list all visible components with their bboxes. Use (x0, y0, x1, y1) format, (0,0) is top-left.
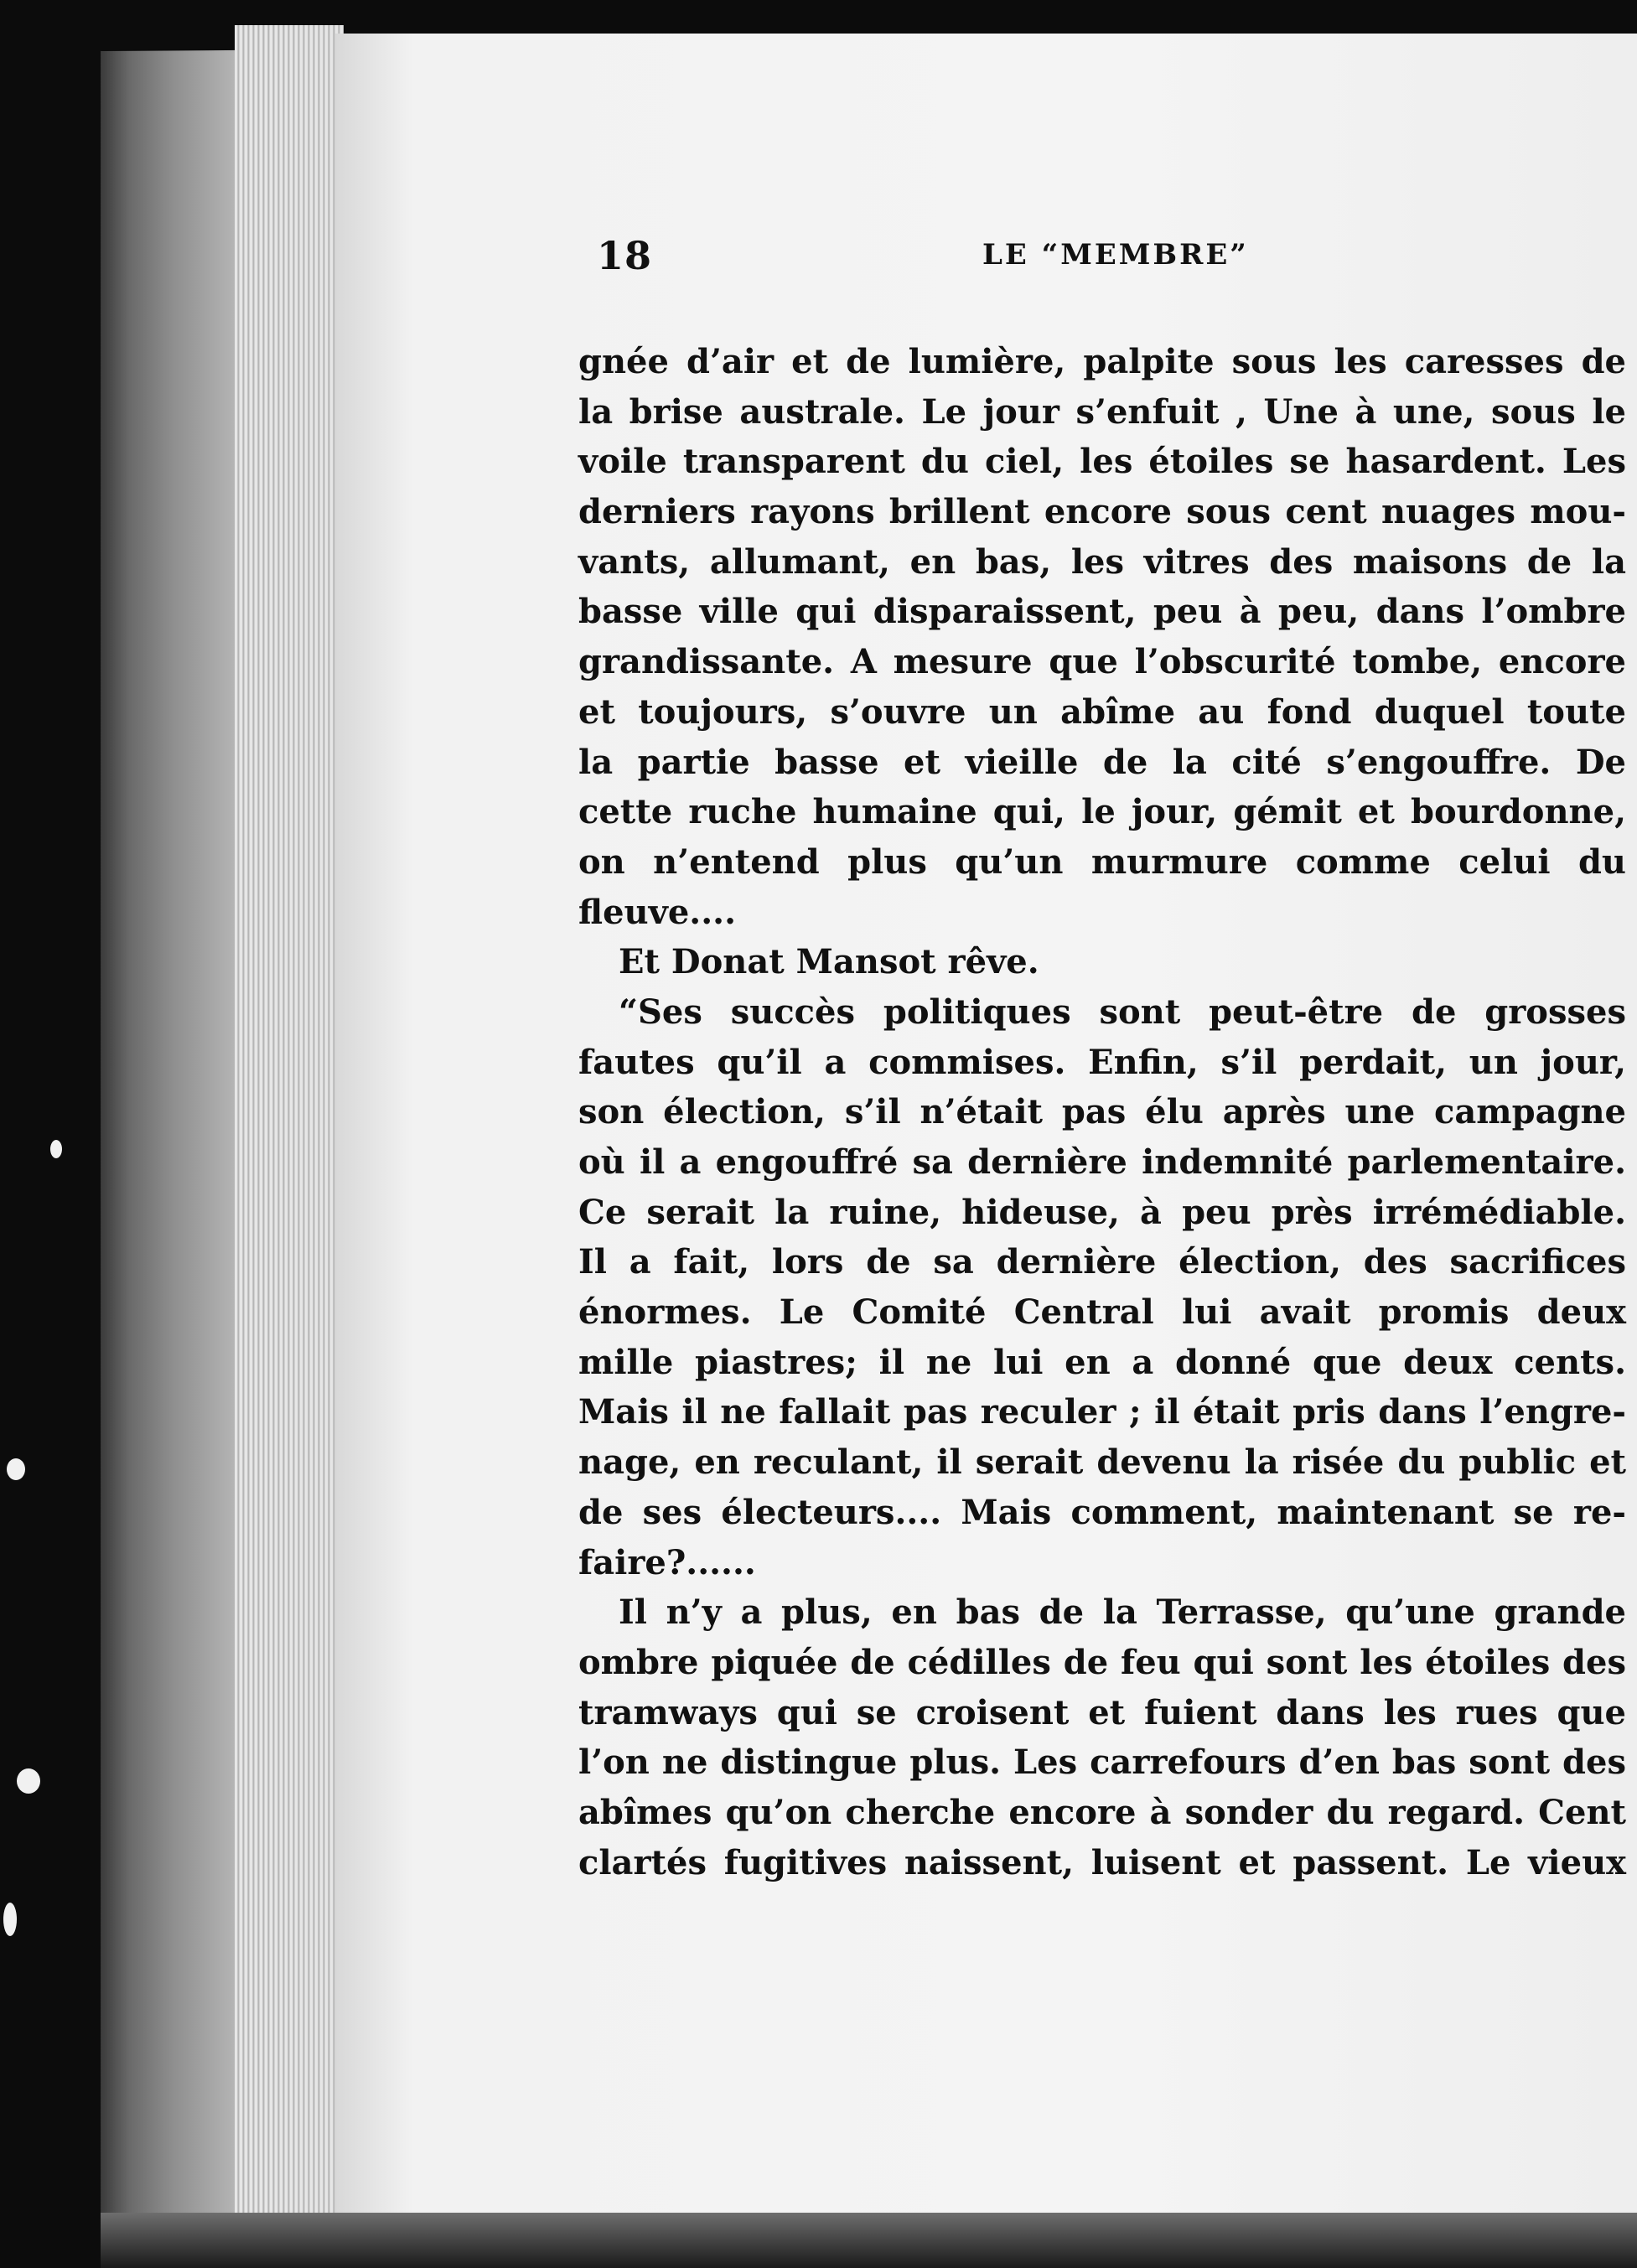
text-line: Il n’y a plus, en bas de la Terrasse, qu’une grande (619, 1592, 1626, 1633)
text-line: clartés fugitives naissent, luisent et passent. Le vieux (578, 1842, 1626, 1882)
text-line: et toujours, s’ouvre un abîme au fond duquel toute (578, 691, 1626, 732)
body-text (578, 337, 1626, 1887)
text-line: ombre piquée de cédilles de feu qui sont les étoiles des (578, 1642, 1626, 1682)
text-line: gnée d’air et de lumière, palpite sous les caresses de (578, 342, 1626, 381)
running-title: LE “MEMBRE” (982, 238, 1249, 272)
text-line: Il a fait, lors de sa dernière élection, des sacrifices (578, 1242, 1626, 1282)
bottom-shadow (101, 2213, 1637, 2268)
text-line: “Ses succès politiques sont peut-être de grosses (619, 992, 1626, 1032)
text-line: cette ruche humaine qui, le jour, gémit et bourdonne, (578, 792, 1626, 832)
text-line: grandissante. A mesure que l’obscurité tombe, encore (578, 642, 1626, 682)
text-line: derniers rayons brillent encore sous cent nuages mou- (578, 492, 1626, 532)
scan-speck (17, 1768, 40, 1794)
text-line: voile transparent du ciel, les étoiles se hasardent. Les (578, 442, 1626, 482)
text-line: la brise australe. Le jour s’enfuit , Une à une, sous le (578, 391, 1626, 432)
text-line: tramways qui se croisent et fuient dans les rues que (578, 1692, 1626, 1732)
page-header (597, 233, 1628, 292)
text-line: on n’entend plus qu’un murmure comme celui du (578, 841, 1626, 882)
text-line: où il a engouffré sa dernière indemnité parlementaire. (578, 1142, 1626, 1182)
text-line: abîmes qu’on cherche encore à sonder du regard. Cent (578, 1792, 1626, 1832)
text-line: la partie basse et vieille de la cité s’engouffre. De (578, 742, 1626, 782)
text-line: fleuve.... (578, 892, 737, 932)
text-line: énormes. Le Comité Central lui avait promis deux (578, 1292, 1626, 1333)
text-line: Et Donat Mansot rêve. (619, 942, 1039, 982)
text-line: Ce serait la ruine, hideuse, à peu près irrémédiable. (578, 1192, 1626, 1232)
text-line: de ses électeurs.... Mais comment, maintenant se re- (578, 1492, 1626, 1532)
text-line: vants, allumant, en bas, les vitres des maisons de la (578, 541, 1626, 582)
text-line: mille piastres; il ne lui en a donné que deux cents. (578, 1342, 1626, 1382)
text-line: son élection, s’il n’était pas élu après une campagne (578, 1092, 1626, 1132)
scan-speck (7, 1458, 25, 1480)
page-edges (235, 25, 344, 2221)
text-line: Mais il ne fallait pas reculer ; il était pris dans l’engre- (578, 1392, 1626, 1432)
page-number: 18 (597, 233, 653, 278)
text-line: basse ville qui disparaissent, peu à peu, dans l’ombre (578, 592, 1626, 632)
scan-speck (3, 1903, 17, 1936)
text-line: faire?...... (578, 1542, 756, 1582)
text-line: l’on ne distingue plus. Les carrefours d’en bas sont des (578, 1742, 1626, 1783)
scan-speck (50, 1140, 62, 1158)
text-line: nage, en reculant, il serait devenu la risée du public et (578, 1442, 1626, 1483)
text-line: fautes qu’il a commises. Enfin, s’il perdait, un jour, (578, 1042, 1626, 1082)
